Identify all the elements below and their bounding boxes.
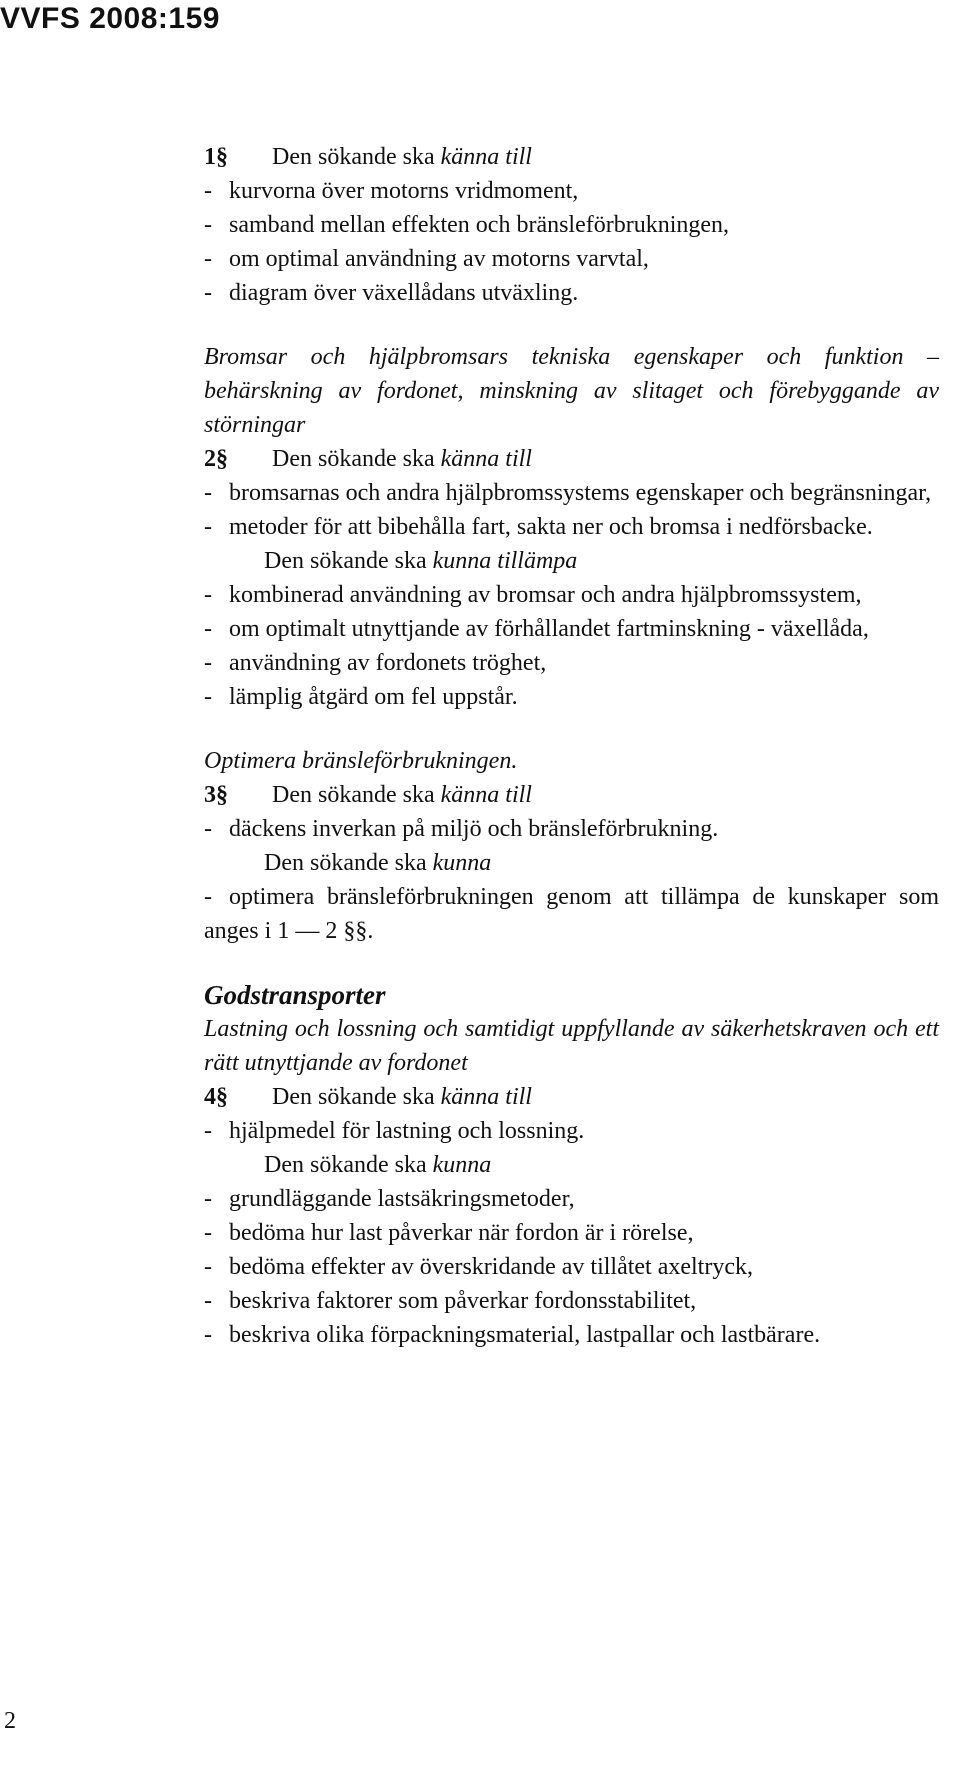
list-item: - samband mellan effekten och bränsleförbrukningen, [204, 212, 730, 238]
list-item: - hjälpmedel för lastning och lossning. [204, 1118, 585, 1144]
document-body [204, 140, 939, 1352]
list-item: - kombinerad användning av bromsar och andra hjälpbromssystem, [204, 582, 862, 608]
subheading-brakes: Bromsar och hjälpbromsars tekniska egenskaper och funktion – behärskning av fordonet, minskning av slitaget och förebyggande av störningar [204, 344, 939, 438]
list-item: - metoder för att bibehålla fart, sakta ner och bromsa i nedförsbacke. [204, 514, 873, 540]
section-number: 4 [204, 1084, 216, 1110]
section-3 [204, 778, 939, 948]
paragraph-sign: § [216, 1084, 228, 1110]
list-item: - grundläggande lastsäkringsmetoder, [204, 1186, 575, 1212]
list-item: - däckens inverkan på miljö och bränsleförbrukning. [204, 816, 719, 842]
section-1-heading: 1§ Den sökande ska känna till [204, 140, 939, 174]
list-item: - kurvorna över motorns vridmoment, [204, 178, 579, 204]
section-2-heading: 2§ Den sökande ska känna till [204, 442, 939, 476]
page-number: 2 [4, 1708, 16, 1734]
section-3-heading: 3§ Den sökande ska känna till [204, 778, 939, 812]
list-item: - beskriva faktorer som påverkar fordonsstabilitet, [204, 1288, 697, 1314]
sub-heading: Den sökande ska kunna [264, 850, 492, 876]
list-item: - om optimal användning av motorns varvtal, [204, 246, 649, 272]
section-number: 2 [204, 446, 216, 472]
sub-heading: Den sökande ska kunna tillämpa [264, 548, 578, 574]
list-item: - lämplig åtgärd om fel uppstår. [204, 684, 518, 710]
paragraph-sign: § [216, 144, 228, 170]
paragraph-sign: § [216, 446, 228, 472]
sub-heading: Den sökande ska kunna [264, 1152, 492, 1178]
list-item: - bedöma hur last påverkar när fordon är i rörelse, [204, 1220, 694, 1246]
subheading-loading: Lastning och lossning och samtidigt uppfyllande av säkerhetskraven och ett rätt utnyttjande av fordonet [204, 1016, 939, 1076]
list-item: - bedöma effekter av överskridande av tillåtet axeltryck, [204, 1254, 753, 1280]
section-2 [204, 442, 939, 714]
section-number: 1 [204, 144, 216, 170]
section-4 [204, 1080, 939, 1352]
section-4-heading: 4§ Den sökande ska känna till [204, 1080, 939, 1114]
list-item: - beskriva olika förpackningsmaterial, lastpallar och lastbärare. [204, 1322, 821, 1348]
list-item: - användning av fordonets tröghet, [204, 650, 547, 676]
subheading-fuel: Optimera bränsleförbrukningen. [204, 748, 518, 774]
document-header: VVFS 2008:159 [0, 2, 220, 35]
list-item: - diagram över växellådans utväxling. [204, 280, 579, 306]
list-item: - optimera bränsleförbrukningen genom att tillämpa de kunskaper som anges i 1 — 2 §§. [204, 884, 939, 944]
list-item: - om optimalt utnyttjande av förhållandet fartminskning - växellåda, [204, 616, 869, 642]
list-item: - bromsarnas och andra hjälpbromssystems egenskaper och begränsningar, [204, 480, 932, 506]
section-1 [204, 140, 939, 310]
section-title-goods: Godstransporter [204, 980, 386, 1010]
section-number: 3 [204, 782, 216, 808]
paragraph-sign: § [216, 782, 228, 808]
